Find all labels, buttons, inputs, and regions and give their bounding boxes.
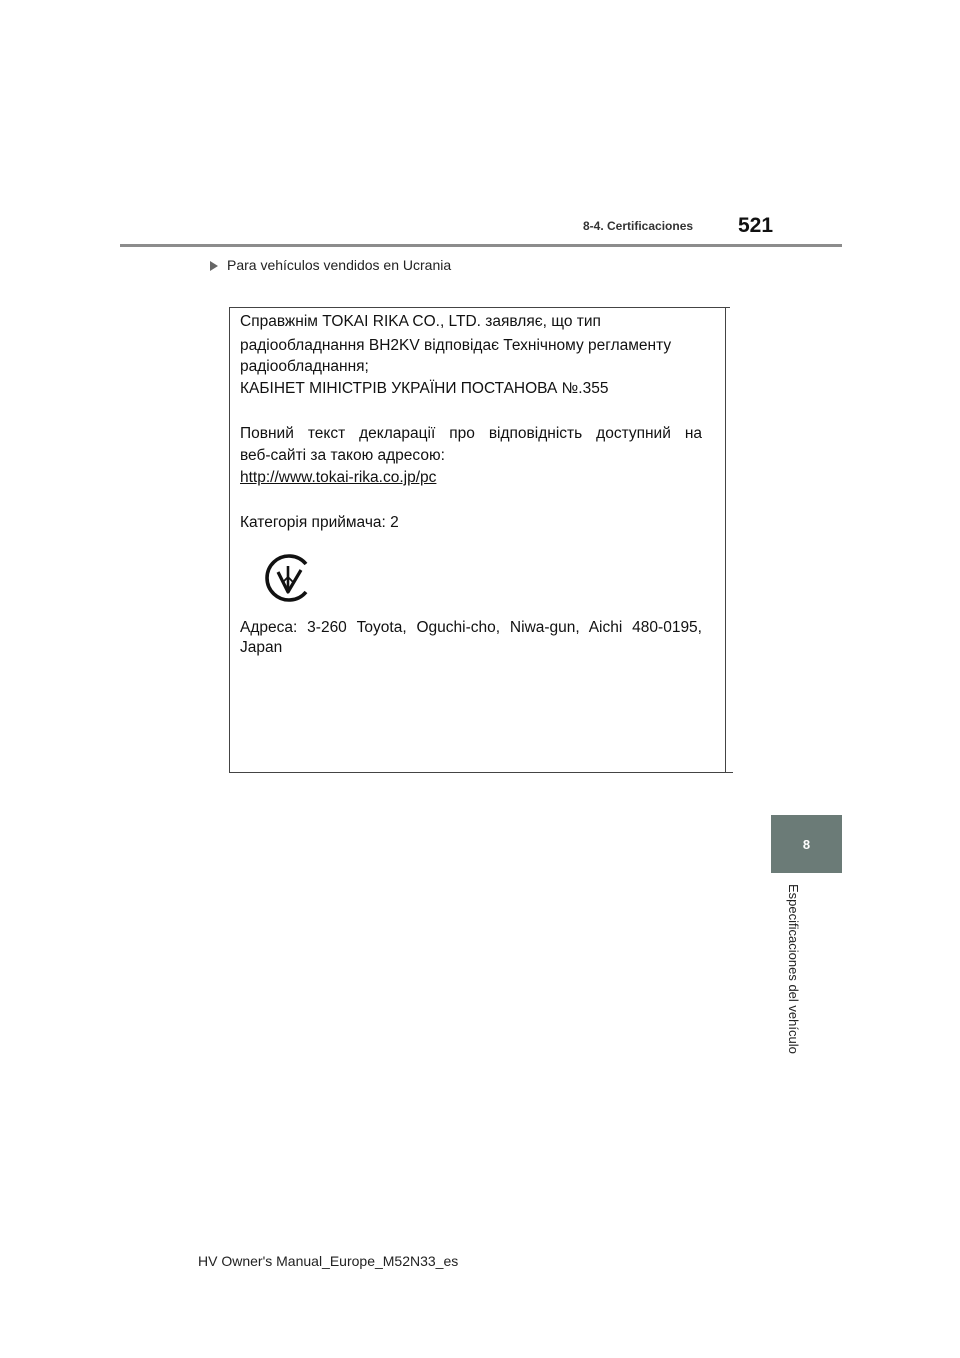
intro-text: Para vehículos vendidos en Ucrania bbox=[227, 257, 452, 273]
chapter-side-label bbox=[786, 884, 806, 1084]
intro-bullet bbox=[210, 257, 451, 273]
section-title: 8-4. Certificaciones bbox=[583, 219, 694, 233]
receiver-category: Категорія приймача: 2 bbox=[240, 514, 399, 531]
footer-text: HV Owner's Manual_Europe_M52N33_es bbox=[198, 1253, 459, 1269]
declaration-box bbox=[229, 307, 729, 773]
declaration-url[interactable]: http://www.tokai-rika.co.jp/pc bbox=[240, 469, 437, 486]
chapter-number: 8 bbox=[802, 836, 811, 852]
declaration-line: радіообладнання BH2KV відповідає Технічному регламенту bbox=[240, 337, 672, 354]
page-number: 521 bbox=[738, 214, 774, 237]
declaration-line: веб-сайті за такою адресою: bbox=[240, 447, 445, 464]
declaration-line: КАБІНЕТ МІНІСТРІВ УКРАЇНИ ПОСТАНОВА №.355 bbox=[240, 380, 609, 397]
box-top-border bbox=[229, 307, 730, 308]
header-divider bbox=[120, 244, 842, 247]
declaration-line: Справжнім TOKAI RIKA CO., LTD. заявляє, що тип bbox=[240, 313, 601, 330]
declaration-line: Japan bbox=[240, 639, 283, 656]
triangle-bullet-icon bbox=[210, 261, 218, 271]
declaration-line: Повний текст декларації про відповідність доступний на bbox=[240, 425, 702, 442]
declaration-line: Адреса: 3-260 Toyota, Oguchi-cho, Niwa-gun, Aichi 480-0195, bbox=[240, 619, 702, 636]
box-right-border bbox=[725, 307, 726, 773]
chapter-tab bbox=[771, 815, 842, 873]
box-bottom-border bbox=[229, 772, 733, 773]
chapter-label: Especificaciones del vehículo bbox=[786, 884, 801, 1054]
declaration-line: радіообладнання; bbox=[240, 358, 369, 375]
box-left-border bbox=[229, 307, 230, 773]
ukrainian-conformity-mark-icon bbox=[262, 552, 314, 604]
